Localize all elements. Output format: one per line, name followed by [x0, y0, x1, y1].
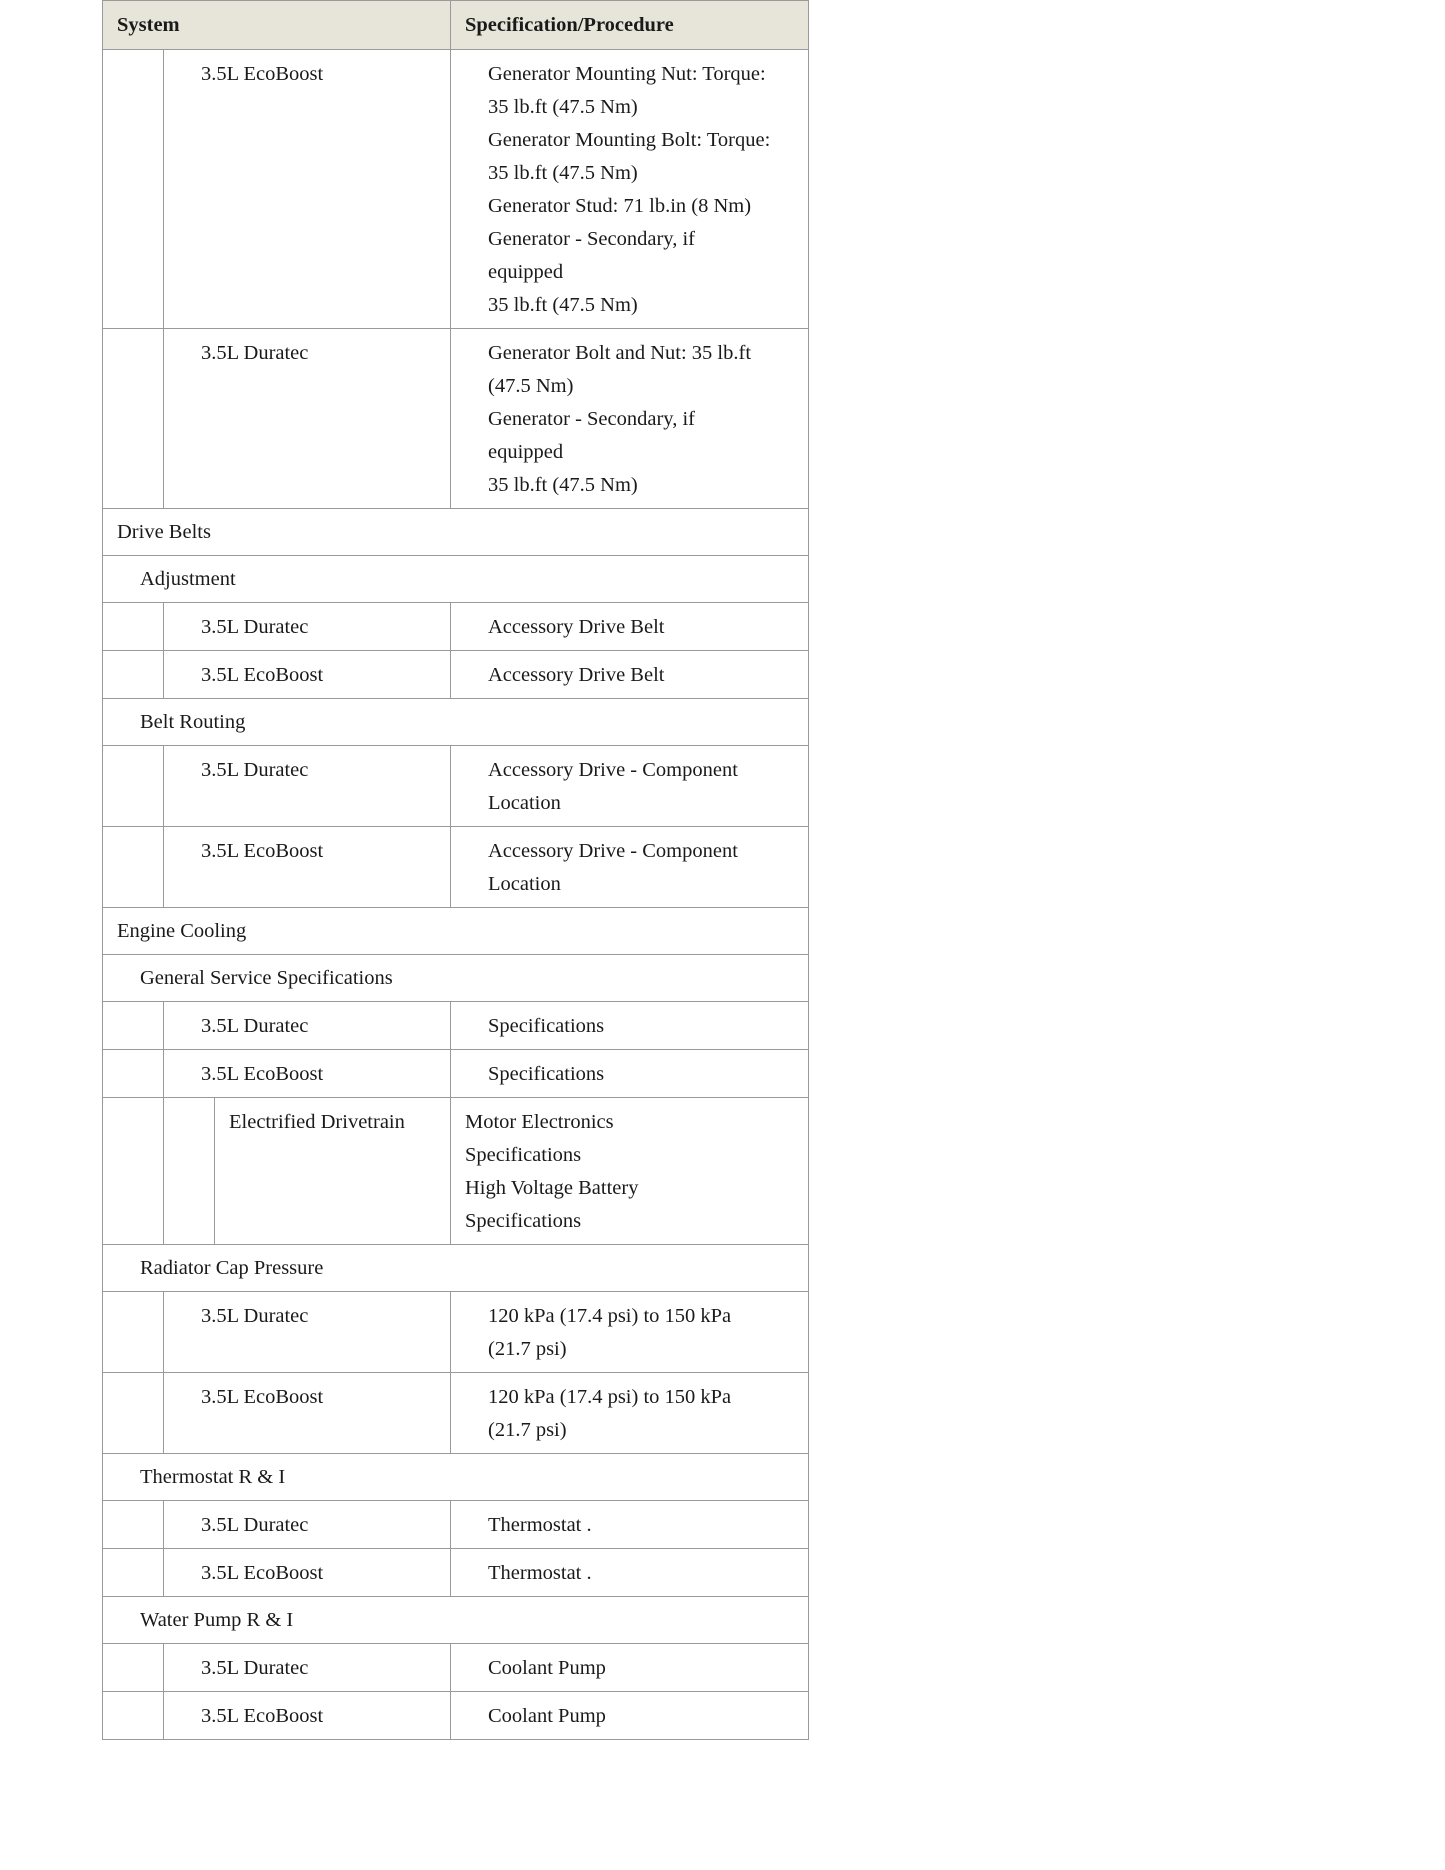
spec-link[interactable]: High Voltage Battery	[465, 1177, 639, 1199]
indent-cell	[103, 1373, 164, 1454]
subsection-row	[103, 1454, 809, 1501]
system-cell: 3.5L EcoBoost	[164, 1692, 451, 1740]
table-row	[103, 1098, 809, 1245]
spec-line: Accessory Drive - Component	[488, 759, 738, 781]
spec-line: equipped	[488, 441, 564, 463]
subsection-title-adjustment: Adjustment	[103, 556, 809, 603]
table-row	[103, 1692, 809, 1740]
system-cell: 3.5L EcoBoost	[164, 827, 451, 908]
spec-link[interactable]: Specifications	[451, 1050, 809, 1098]
table-row	[103, 1002, 809, 1050]
spec-line: Accessory Drive - Component	[488, 840, 738, 862]
specification-table	[102, 0, 809, 1740]
column-header-system: System	[103, 1, 451, 50]
spec-line: 120 kPa (17.4 psi) to 150 kPa	[488, 1386, 732, 1408]
spec-line: (21.7 psi)	[488, 1419, 567, 1441]
spec-line: Location	[488, 873, 561, 895]
spec-cell	[451, 1292, 809, 1373]
subsection-title-water-pump: Water Pump R & I	[103, 1597, 809, 1644]
spec-cell	[451, 50, 809, 329]
system-cell: 3.5L Duratec	[164, 603, 451, 651]
column-header-spec: Specification/Procedure	[451, 1, 809, 50]
indent-cell	[103, 50, 164, 329]
spec-line: equipped	[488, 261, 564, 283]
table-row	[103, 746, 809, 827]
spec-link[interactable]: Thermostat .	[451, 1549, 809, 1597]
table-row	[103, 50, 809, 329]
section-row	[103, 509, 809, 556]
indent-cell	[103, 1292, 164, 1373]
spec-line: (47.5 Nm)	[488, 375, 574, 397]
system-cell: 3.5L EcoBoost	[164, 1373, 451, 1454]
spec-cell	[451, 1373, 809, 1454]
section-row	[103, 908, 809, 955]
indent-cell	[103, 1002, 164, 1050]
spec-link[interactable]: Accessory Drive Belt	[451, 651, 809, 699]
spec-link[interactable]	[451, 746, 809, 827]
indent-cell	[103, 827, 164, 908]
spec-line: 35 lb.ft (47.5 Nm)	[488, 294, 638, 316]
system-cell: Electrified Drivetrain	[215, 1098, 451, 1245]
subsection-row	[103, 556, 809, 603]
indent-cell	[103, 1050, 164, 1098]
section-title-engine-cooling: Engine Cooling	[103, 908, 809, 955]
spec-link[interactable]: Specifications	[465, 1210, 582, 1232]
indent-cell	[103, 651, 164, 699]
subsection-row	[103, 699, 809, 746]
subsection-title-general-service: General Service Specifications	[103, 955, 809, 1002]
system-cell: 3.5L Duratec	[164, 1002, 451, 1050]
spec-link[interactable]: Thermostat .	[451, 1501, 809, 1549]
system-cell: 3.5L Duratec	[164, 1501, 451, 1549]
table-row	[103, 1644, 809, 1692]
spec-line: 35 lb.ft (47.5 Nm)	[488, 162, 638, 184]
subsection-title-radiator-cap: Radiator Cap Pressure	[103, 1245, 809, 1292]
spec-line: Generator Mounting Nut: Torque:	[488, 63, 766, 85]
system-cell: 3.5L EcoBoost	[164, 1549, 451, 1597]
subsection-row	[103, 955, 809, 1002]
table-row	[103, 1373, 809, 1454]
spec-line: Generator - Secondary, if	[488, 408, 695, 430]
indent-cell	[103, 1501, 164, 1549]
section-title-drive-belts: Drive Belts	[103, 509, 809, 556]
indent-cell	[103, 746, 164, 827]
spec-link[interactable]: Accessory Drive Belt	[451, 603, 809, 651]
spec-link[interactable]: Motor Electronics	[465, 1111, 614, 1133]
subsection-title-thermostat: Thermostat R & I	[103, 1454, 809, 1501]
spec-link[interactable]: Coolant Pump	[451, 1644, 809, 1692]
system-cell: 3.5L EcoBoost	[164, 1050, 451, 1098]
spec-line: Generator - Secondary, if	[488, 228, 695, 250]
table-header-row	[103, 1, 809, 50]
subsection-row	[103, 1597, 809, 1644]
spec-cell	[451, 1098, 809, 1245]
indent-cell	[103, 1549, 164, 1597]
system-cell: 3.5L EcoBoost	[164, 651, 451, 699]
indent-cell	[103, 1692, 164, 1740]
system-cell: 3.5L Duratec	[164, 1292, 451, 1373]
subsection-title-belt-routing: Belt Routing	[103, 699, 809, 746]
table-row	[103, 1549, 809, 1597]
spec-line: 35 lb.ft (47.5 Nm)	[488, 474, 638, 496]
spec-line: Generator Stud: 71 lb.in (8 Nm)	[488, 195, 752, 217]
system-cell: 3.5L Duratec	[164, 329, 451, 509]
table-row	[103, 1292, 809, 1373]
table-row	[103, 827, 809, 908]
indent-cell	[103, 603, 164, 651]
spec-line: Generator Mounting Bolt: Torque:	[488, 129, 771, 151]
indent-cell	[103, 1644, 164, 1692]
spec-line: (21.7 psi)	[488, 1338, 567, 1360]
indent-cell	[103, 329, 164, 509]
spec-link[interactable]	[451, 827, 809, 908]
spec-line: 120 kPa (17.4 psi) to 150 kPa	[488, 1305, 732, 1327]
indent-cell	[164, 1098, 215, 1245]
spec-cell	[451, 329, 809, 509]
spec-line: 35 lb.ft (47.5 Nm)	[488, 96, 638, 118]
indent-cell	[103, 1098, 164, 1245]
system-cell: 3.5L Duratec	[164, 746, 451, 827]
spec-link[interactable]: Specifications	[465, 1144, 582, 1166]
spec-link[interactable]: Coolant Pump	[451, 1692, 809, 1740]
spec-line: Location	[488, 792, 561, 814]
system-cell: 3.5L EcoBoost	[164, 50, 451, 329]
spec-link[interactable]: Specifications	[451, 1002, 809, 1050]
table-row	[103, 329, 809, 509]
spec-line: Generator Bolt and Nut: 35 lb.ft	[488, 342, 752, 364]
table-row	[103, 1050, 809, 1098]
table-row	[103, 1501, 809, 1549]
subsection-row	[103, 1245, 809, 1292]
system-cell: 3.5L Duratec	[164, 1644, 451, 1692]
table-row	[103, 651, 809, 699]
table-row	[103, 603, 809, 651]
